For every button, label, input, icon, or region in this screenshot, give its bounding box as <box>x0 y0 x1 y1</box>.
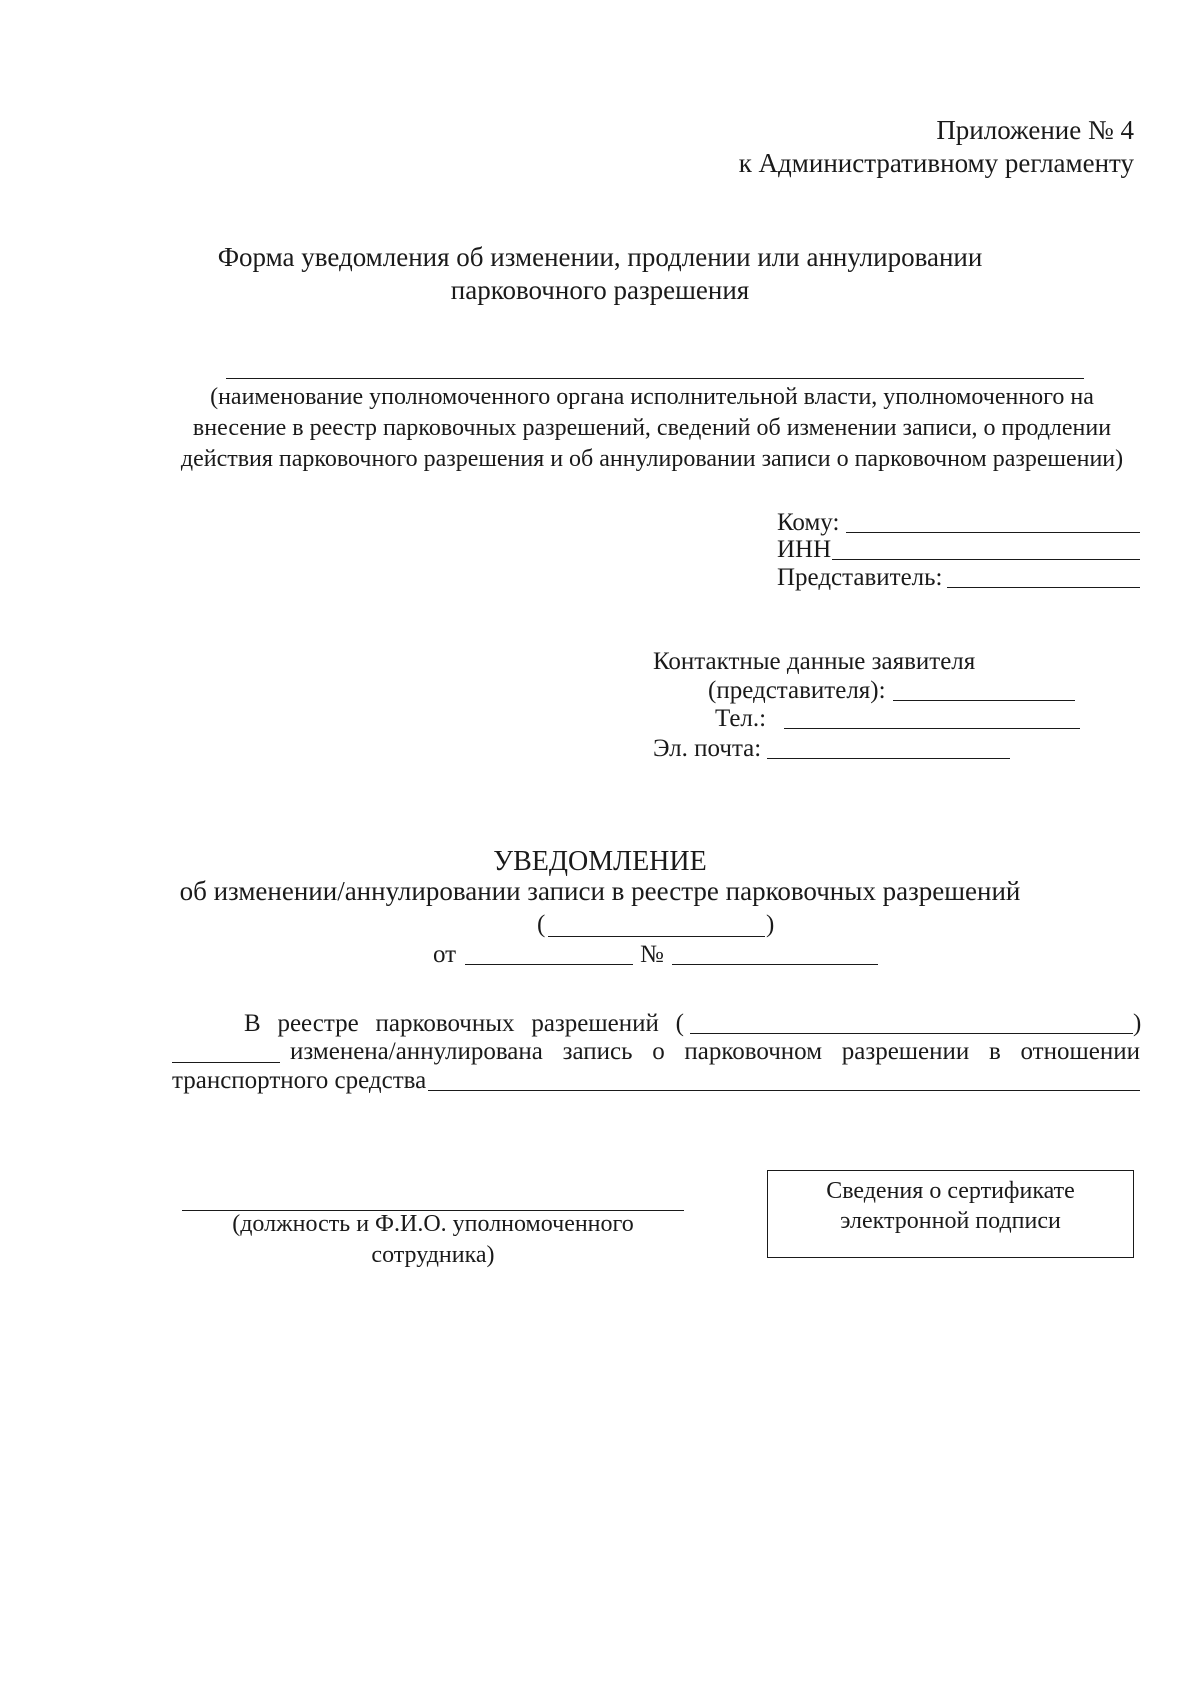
body-word: реестре <box>277 1010 359 1037</box>
body-word: парковочных <box>375 1010 515 1037</box>
notice-number-label: № <box>640 941 664 968</box>
notice-title: УВЕДОМЛЕНИЕ <box>493 846 707 877</box>
body-word: парковочном <box>684 1038 823 1065</box>
vehicle-label: транспортного средства <box>172 1067 427 1094</box>
certificate-box-line1: Сведения о сертификате <box>826 1178 1075 1204</box>
body-word: отношении <box>1020 1038 1140 1065</box>
authority-name-field[interactable] <box>226 378 1084 379</box>
signature-caption-line2: сотрудника) <box>371 1242 495 1268</box>
contacts-email-field[interactable] <box>767 758 1010 759</box>
notice-date-field[interactable] <box>465 964 633 965</box>
certificate-box <box>767 1170 1134 1258</box>
recipient-to-field[interactable] <box>846 532 1140 533</box>
contacts-phone-label: Тел.: <box>715 705 767 732</box>
recipient-representative-field[interactable] <box>947 587 1140 588</box>
authority-caption-line1: (наименование уполномоченного органа исполнительной власти, уполномоченного на <box>210 384 1094 410</box>
signature-caption-line1: (должность и Ф.И.О. уполномоченного <box>232 1211 634 1237</box>
body-word: разрешении <box>841 1038 970 1065</box>
body-word: В <box>244 1010 261 1037</box>
authority-caption-line2: внесение в реестр парковочных разрешений, сведений об изменении записи, о продлении <box>192 415 1112 441</box>
appendix-reference: к Административному регламенту <box>738 148 1134 178</box>
recipient-representative-label: Представитель: <box>777 564 943 591</box>
notice-number-field[interactable] <box>672 964 878 965</box>
contacts-email-label: Эл. почта: <box>653 735 762 762</box>
authority-caption-line3: действия парковочного разрешения и об аннулировании записи о парковочном разрешении) <box>180 446 1124 472</box>
recipient-inn-label: ИНН <box>777 536 832 563</box>
appendix-number: Приложение № 4 <box>936 115 1134 145</box>
notice-subtitle: об изменении/аннулировании записи в реестре парковочных разрешений <box>179 876 1021 906</box>
contacts-representative-label: (представителя): <box>708 677 886 704</box>
body-word: о <box>652 1038 665 1065</box>
contacts-phone-field[interactable] <box>784 728 1080 729</box>
certificate-box-line2: электронной подписи <box>840 1208 1061 1234</box>
contacts-title: Контактные данные заявителя <box>653 648 976 675</box>
body-word: разрешений <box>531 1010 659 1037</box>
notice-close-paren: ) <box>766 911 775 938</box>
notice-from-label: от <box>433 941 457 968</box>
form-title-line1: Форма уведомления об изменении, продлении или аннулировании <box>217 242 983 272</box>
body-word: ( <box>675 1010 684 1037</box>
body-word: в <box>989 1038 1001 1065</box>
body-word: запись <box>562 1038 633 1065</box>
notice-type-field[interactable] <box>548 936 765 937</box>
registry-date-field[interactable] <box>172 1062 280 1063</box>
form-title-line2: парковочного разрешения <box>450 275 750 305</box>
registry-name-field[interactable] <box>690 1033 1133 1034</box>
recipient-inn-field[interactable] <box>832 559 1140 560</box>
body-line1-close-paren: ) <box>1133 1010 1142 1037</box>
vehicle-field[interactable] <box>428 1090 1140 1091</box>
notice-open-paren: ( <box>537 911 546 938</box>
body-line1 <box>244 1009 684 1039</box>
recipient-to-label: Кому: <box>777 509 840 536</box>
body-line2 <box>290 1037 1140 1067</box>
body-word: изменена/аннулирована <box>290 1038 543 1065</box>
contacts-representative-field[interactable] <box>893 700 1075 701</box>
